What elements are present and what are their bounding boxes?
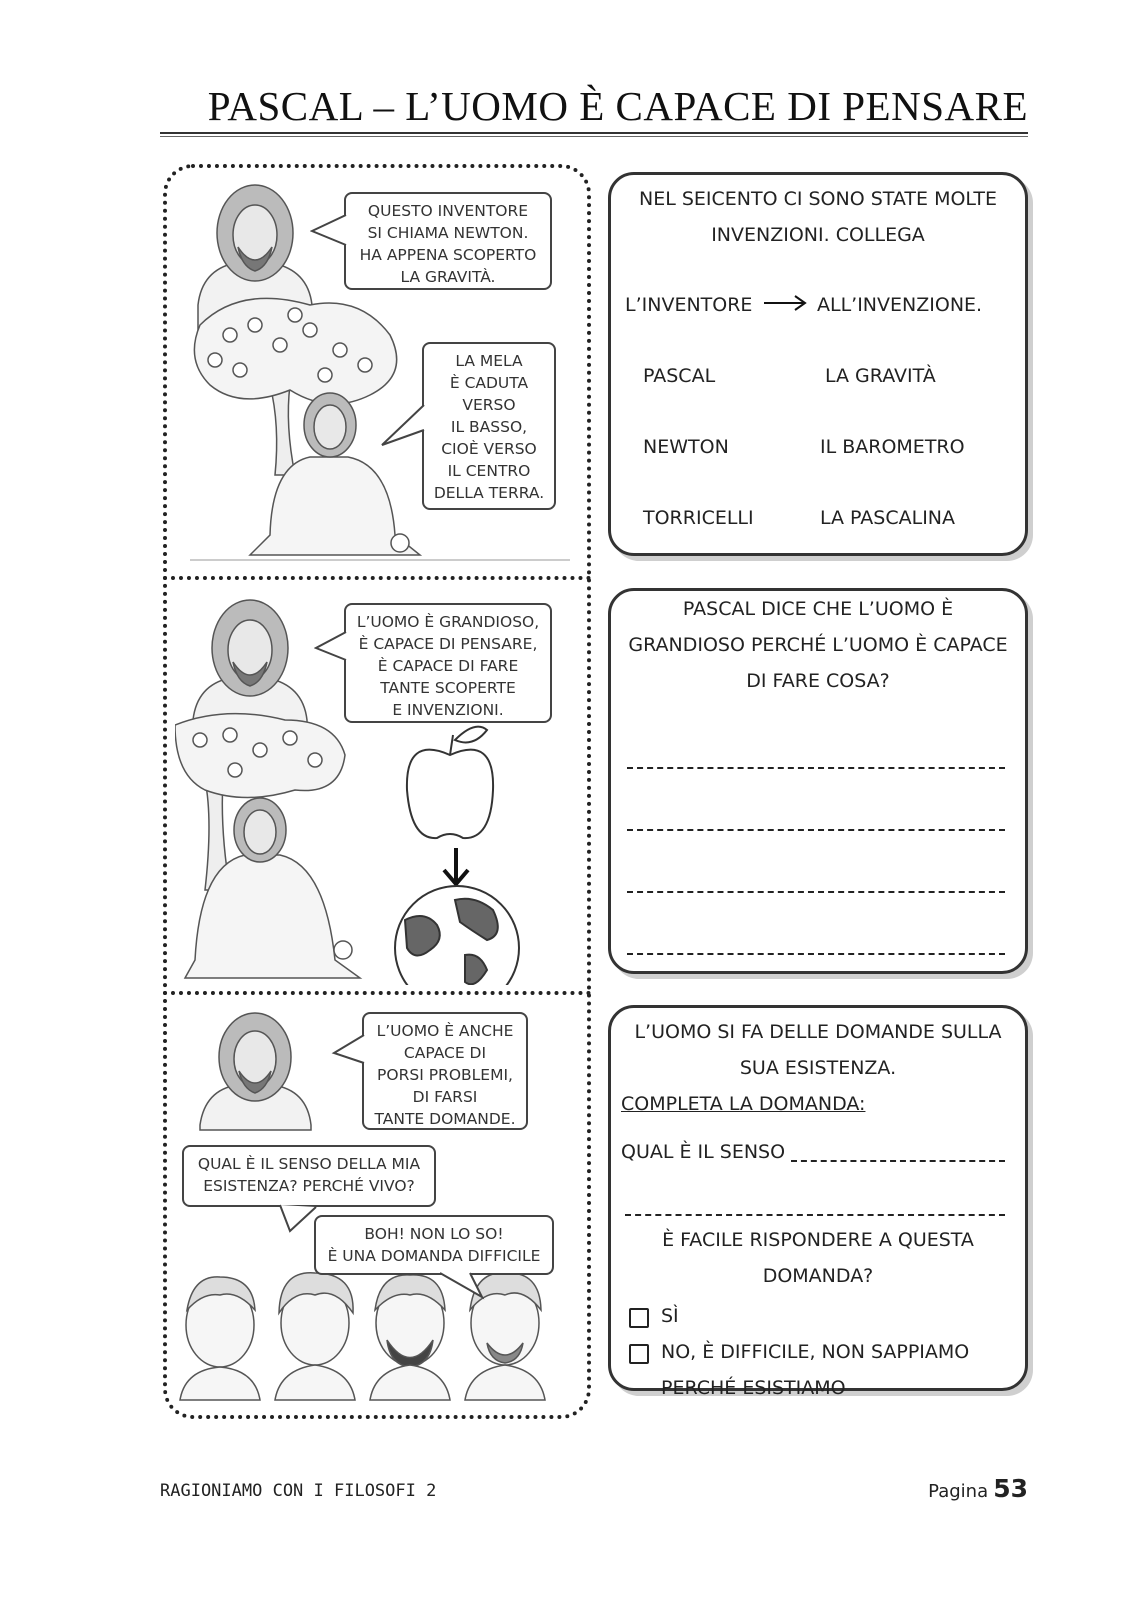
title-rule-thin xyxy=(160,136,1028,137)
card3-prompt: QUAL È IL SENSO xyxy=(621,1141,786,1163)
face-child xyxy=(180,1277,260,1400)
page-number: 53 xyxy=(993,1474,1028,1503)
inventor-item[interactable]: PASCAL xyxy=(643,365,716,387)
speech-bubble-meaning-question: QUAL È IL SENSO DELLA MIA ESISTENZA? PERCHÉ VIVO? xyxy=(182,1145,436,1207)
card1-intro-line2: INVENZIONI. COLLEGA xyxy=(711,224,925,246)
speech-bubble-apple-fell: LA MELA È CADUTA VERSO IL BASSO, CIOÈ VERSO IL CENTRO DELLA TERRA. xyxy=(422,342,556,510)
option-yes-label: SÌ xyxy=(661,1305,679,1327)
page-title: PASCAL – L’UOMO È CAPACE DI PENSARE xyxy=(207,83,1028,129)
bubble-tail-panel2 xyxy=(314,630,354,670)
answer-line[interactable] xyxy=(627,829,1005,831)
page-label: Pagina xyxy=(928,1481,989,1502)
completion-line[interactable] xyxy=(625,1214,1005,1216)
invention-item[interactable]: LA GRAVITÀ xyxy=(825,365,936,387)
card1-intro-line1: NEL SEICENTO CI SONO STATE MOLTE xyxy=(638,188,998,210)
completion-line[interactable] xyxy=(791,1160,1005,1162)
card3-instruction: COMPLETA LA DOMANDA: xyxy=(621,1093,866,1115)
card2-question-line1: PASCAL DICE CHE L’UOMO È xyxy=(682,598,954,620)
checkbox-icon[interactable] xyxy=(629,1308,649,1328)
card3-question-line2: DOMANDA? xyxy=(762,1265,874,1287)
card1-from-label: L’INVENTORE xyxy=(625,294,753,316)
inventor-item[interactable]: TORRICELLI xyxy=(643,507,754,529)
bubble-tails-panel3 xyxy=(260,1035,560,1305)
card3-intro-line2: SUA ESISTENZA. xyxy=(739,1057,897,1079)
exercise-card-match xyxy=(608,172,1028,556)
invention-item[interactable]: IL BAROMETRO xyxy=(820,436,965,458)
panel-divider-1 xyxy=(163,576,591,580)
speech-bubble-dont-know: BOH! NON LO SO! È UNA DOMANDA DIFFICILE xyxy=(314,1215,554,1275)
option-no-label-line1: NO, È DIFFICILE, NON SAPPIAMO xyxy=(661,1341,970,1363)
card1-to-label: ALL’INVENZIONE. xyxy=(817,294,983,316)
answer-line[interactable] xyxy=(627,891,1005,893)
option-no-label-line2: PERCHÉ ESISTIAMO xyxy=(661,1377,846,1399)
card2-question-line2: GRANDIOSO PERCHÉ L’UOMO È CAPACE xyxy=(628,634,1008,656)
speech-bubble-man-grand: L’UOMO È GRANDIOSO, È CAPACE DI PENSARE, È CAPACE DI FARE TANTE SCOPERTE E INVENZIONI. xyxy=(344,603,552,723)
answer-line[interactable] xyxy=(627,767,1005,769)
speech-bubble-newton-intro: QUESTO INVENTORE SI CHIAMA NEWTON. HA APPENA SCOPERTO LA GRAVITÀ. xyxy=(344,192,552,290)
down-arrow-icon xyxy=(444,848,468,884)
inventor-item[interactable]: NEWTON xyxy=(643,436,729,458)
card3-question-line1: È FACILE RISPONDERE A QUESTA xyxy=(662,1229,974,1251)
panel-divider-2 xyxy=(163,991,591,995)
book-title-footer: RAGIONIAMO CON I FILOSOFI 2 xyxy=(160,1481,437,1501)
speech-bubble-man-questions: L’UOMO È ANCHE CAPACE DI PORSI PROBLEMI, DI FARSI TANTE DOMANDE. xyxy=(362,1012,528,1130)
title-rule xyxy=(160,132,1028,134)
exercise-card-open-question xyxy=(608,588,1028,974)
right-arrow-icon xyxy=(763,293,809,313)
exercise-card-complete-question xyxy=(608,1005,1028,1399)
page-number-footer xyxy=(928,1474,1028,1503)
card2-question-line3: DI FARE COSA? xyxy=(746,670,890,692)
apple-icon xyxy=(407,727,493,838)
card3-intro-line1: L’UOMO SI FA DELLE DOMANDE SULLA xyxy=(634,1021,1002,1043)
answer-line[interactable] xyxy=(627,953,1005,955)
globe-icon xyxy=(395,886,519,985)
bubble-tails-panel1 xyxy=(310,215,430,455)
invention-item[interactable]: LA PASCALINA xyxy=(820,507,956,529)
checkbox-icon[interactable] xyxy=(629,1344,649,1364)
